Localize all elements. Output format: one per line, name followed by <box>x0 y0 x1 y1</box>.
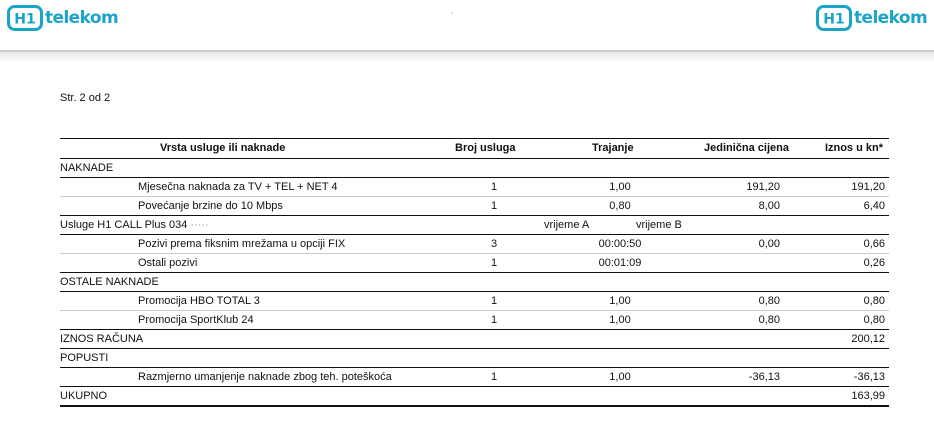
row-count: 1 <box>490 295 498 307</box>
section-popusti <box>60 349 889 368</box>
row-count: 1 <box>490 371 498 383</box>
iznos-racuna-row <box>60 330 889 349</box>
row-unit-price: 0,80 <box>758 314 780 326</box>
table-row <box>60 254 889 273</box>
table-header-row <box>60 139 889 159</box>
row-name: Ostali pozivi <box>138 257 198 269</box>
logo-mark-text: H1 <box>823 11 845 28</box>
section-title: OSTALE NAKNADE <box>60 276 159 288</box>
ukupno-row <box>60 387 889 405</box>
row-unit-price: 191,20 <box>746 181 780 193</box>
call-title: Usluge H1 CALL Plus 034 <box>60 219 188 231</box>
vrijeme-a-label: vrijeme A <box>544 219 590 231</box>
table-row <box>60 292 889 311</box>
header-amount: Iznos u kn* <box>824 142 883 154</box>
table-bottom-rule <box>60 405 889 407</box>
invoice-table <box>60 138 889 407</box>
row-amount: 0,80 <box>863 295 885 307</box>
logo-mark-text: H1 <box>14 11 36 28</box>
vrijeme-b-label: vrijeme B <box>636 219 682 231</box>
row-name: Povećanje brzine do 10 Mbps <box>138 200 283 212</box>
row-amount: -36,13 <box>853 371 885 383</box>
table-row <box>60 178 889 197</box>
row-amount: 0,66 <box>863 238 885 250</box>
page-number: Str. 2 od 2 <box>60 92 111 104</box>
row-unit-price: 0,80 <box>758 295 780 307</box>
row-duration: 1,00 <box>609 371 631 383</box>
ukupno-label: UKUPNO <box>60 390 108 402</box>
logo-word: telekom <box>854 8 928 28</box>
decorative-dot <box>451 12 453 14</box>
row-count: 1 <box>490 200 498 212</box>
header-shadow <box>0 52 934 62</box>
row-duration: 1,00 <box>609 295 631 307</box>
row-unit-price: 0,00 <box>758 238 780 250</box>
ukupno-amount: 163,99 <box>851 390 885 402</box>
row-duration: 00:01:09 <box>598 257 642 269</box>
row-name: Promocija SportKlub 24 <box>138 314 254 326</box>
section-title <box>60 216 209 234</box>
section-title: NAKNADE <box>60 162 114 174</box>
table-row <box>60 235 889 254</box>
header-count: Broj usluga <box>455 142 516 154</box>
header-service: Vrsta usluge ili naknade <box>160 142 286 154</box>
row-amount: 0,80 <box>863 314 885 326</box>
h1-telekom-logo-right <box>816 5 927 31</box>
row-unit-price: -36,13 <box>748 371 780 383</box>
row-name: Promocija HBO TOTAL 3 <box>138 295 260 307</box>
section-naknade <box>60 159 889 178</box>
page-header <box>0 0 934 50</box>
row-count: 1 <box>490 314 498 326</box>
section-call <box>60 216 889 235</box>
row-duration: 00:00:50 <box>598 238 642 250</box>
header-unit-price: Jedinična cijena <box>704 142 789 154</box>
row-count: 3 <box>490 238 498 250</box>
h1-logo-icon <box>7 5 43 31</box>
row-name: Mjesečna naknada za TV + TEL + NET 4 <box>138 181 338 193</box>
row-name: Razmjerno umanjenje naknade zbog teh. poteškoća <box>138 371 392 383</box>
row-count: 1 <box>490 257 498 269</box>
row-duration: 1,00 <box>609 181 631 193</box>
row-amount: 191,20 <box>851 181 885 193</box>
row-amount: 6,40 <box>863 200 885 212</box>
header-duration: Trajanje <box>592 142 634 154</box>
section-title: POPUSTI <box>60 352 109 364</box>
row-amount: 0,26 <box>863 257 885 269</box>
row-duration: 1,00 <box>609 314 631 326</box>
row-name: Pozivi prema fiksnim mrežama u opciji FIX <box>138 238 346 250</box>
row-unit-price: 8,00 <box>758 200 780 212</box>
table-row <box>60 197 889 216</box>
iznos-label: IZNOS RAČUNA <box>60 333 144 345</box>
table-row <box>60 368 889 387</box>
h1-telekom-logo-left <box>7 5 118 31</box>
logo-word: telekom <box>45 8 119 28</box>
h1-logo-icon <box>816 5 852 31</box>
iznos-amount: 200,12 <box>851 333 885 345</box>
row-duration: 0,80 <box>609 200 631 212</box>
section-ostale-naknade <box>60 273 889 292</box>
masked-number: ····· <box>190 219 209 231</box>
row-count: 1 <box>490 181 498 193</box>
table-row <box>60 311 889 330</box>
